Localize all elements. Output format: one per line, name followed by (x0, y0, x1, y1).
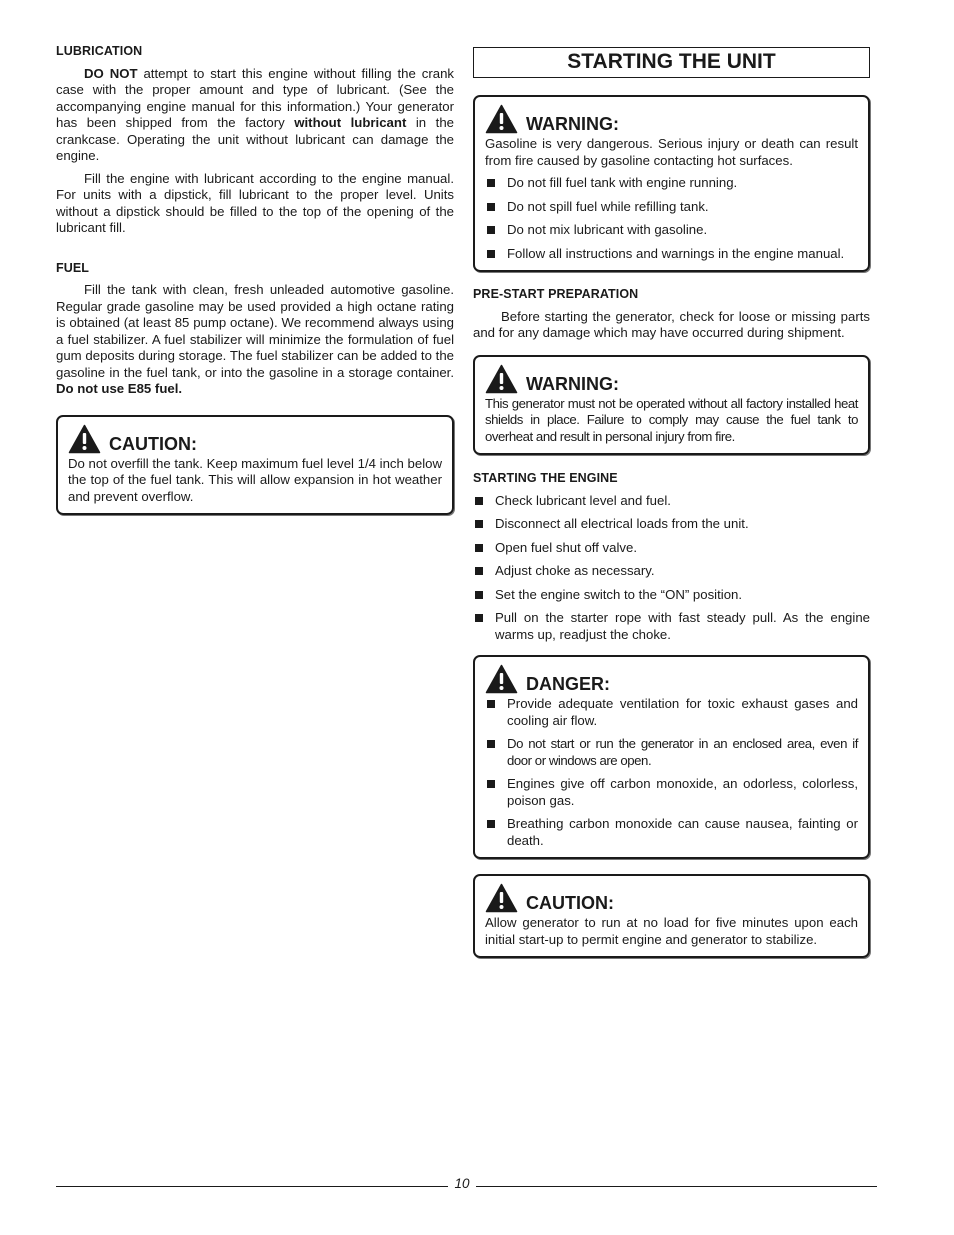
warning-box-heat-shields (473, 355, 870, 456)
lubrication-paragraph-2: Fill the engine with lubricant according to the engine manual. For units with a dipstick, fill lubricant to the proper level. Units without a dipstick should be filled to the top of the opening of the lubricant fill. (56, 170, 454, 235)
left-column (56, 43, 454, 515)
list-item: Provide adequate ventilation for toxic exhaust gases and cooling air flow. (485, 696, 858, 729)
fuel-heading: FUEL (56, 260, 90, 275)
warning-triangle-icon (485, 104, 518, 134)
list-item: Follow all instructions and warnings in the engine manual. (485, 246, 858, 263)
footer-rule-right (476, 1186, 877, 1187)
fuel-paragraph (56, 282, 454, 398)
caution-title: CAUTION: (526, 893, 614, 913)
lubrication-text-b: in the crankcase. Operating the unit without lubricant can damage the engine. (56, 115, 454, 163)
prestart-heading: PRE-START PREPARATION (473, 287, 639, 301)
without-lubricant-emphasis: without lubricant (294, 115, 407, 130)
warning-list (485, 175, 858, 262)
page-number: 10 (454, 1176, 470, 1191)
caution-title: CAUTION: (109, 433, 197, 454)
e85-emphasis: Do not use E85 fuel. (56, 381, 183, 396)
list-item: Do not start or run the generator in an enclosed area, even if door or windows are open. (485, 736, 858, 769)
page-title: STARTING THE UNIT (473, 47, 870, 78)
list-item: Disconnect all electrical loads from the unit. (473, 516, 870, 533)
list-item: Breathing carbon monoxide can cause nausea, fainting or death. (485, 816, 858, 849)
right-column (473, 47, 870, 958)
danger-list (485, 696, 858, 849)
prestart-paragraph: Before starting the generator, check for loose or missing parts and for any damage which may have occurred during shipment. (473, 308, 870, 340)
caution-text: Allow generator to run at no load for five minutes upon each initial start-up to permit engine and generator to stabilize. (485, 915, 858, 947)
list-item: Pull on the starter rope with fast steady pull. As the engine warms up, readjust the choke. (473, 610, 870, 643)
list-item: Set the engine switch to the “ON” position. (473, 587, 870, 604)
danger-box (473, 655, 870, 859)
list-item: Do not fill fuel tank with engine running. (485, 175, 858, 192)
warning-triangle-icon (485, 883, 518, 913)
starting-heading: STARTING THE ENGINE (473, 471, 618, 485)
caution-text: Do not overfill the tank. Keep maximum fuel level 1/4 inch below the top of the fuel tank. This will allow expansion in hot weather and prevent overflow. (68, 455, 442, 504)
list-item: Adjust choke as necessary. (473, 563, 870, 580)
list-item: Open fuel shut off valve. (473, 540, 870, 557)
warning-triangle-icon (485, 364, 518, 394)
footer-rule-left (56, 1186, 448, 1187)
list-item: Do not spill fuel while refilling tank. (485, 199, 858, 216)
starting-steps-list (473, 493, 870, 644)
warning-title: WARNING: (526, 114, 619, 134)
warning-text: Gasoline is very dangerous. Serious injury or death can result from fire caused by gasoline contacting hot surfaces. (485, 136, 858, 168)
warning-triangle-icon (68, 424, 101, 454)
lubrication-text-a: attempt to start this engine without filling the crank case with the proper amount and type of lubricant. (See the accompanying engine manual for this information.) Your generator has been shipped from the factory (56, 65, 454, 130)
warning-text: This generator must not be operated without all factory installed heat shields in place. Failure to comply may cause the fuel tank to overheat and result in personal injury from fire. (485, 395, 858, 444)
lubrication-heading: LUBRICATION (56, 44, 143, 58)
caution-box-fuel (56, 415, 454, 516)
fuel-text: Fill the tank with clean, fresh unleaded automotive gasoline. Regular grade gasoline may be used provided a high octane rating is obtained (at least 85 pump octane). We recommend always using a fuel stabilizer. A fuel stabilizer will minimize the formulation of fuel gum deposits during storage. The fuel stabilizer can be added to the gasoline in the fuel tank, or into the gasoline in a storage container. (56, 282, 454, 380)
do-not-emphasis: DO NOT (84, 65, 138, 81)
lubrication-paragraph-1 (56, 66, 454, 165)
danger-title: DANGER: (526, 674, 610, 694)
warning-title: WARNING: (526, 373, 619, 394)
caution-box-startup (473, 874, 870, 958)
list-item: Engines give off carbon monoxide, an odorless, colorless, poison gas. (485, 776, 858, 809)
list-item: Check lubricant level and fuel. (473, 493, 870, 510)
warning-triangle-icon (485, 664, 518, 694)
list-item: Do not mix lubricant with gasoline. (485, 222, 858, 239)
warning-box-gasoline (473, 95, 870, 272)
